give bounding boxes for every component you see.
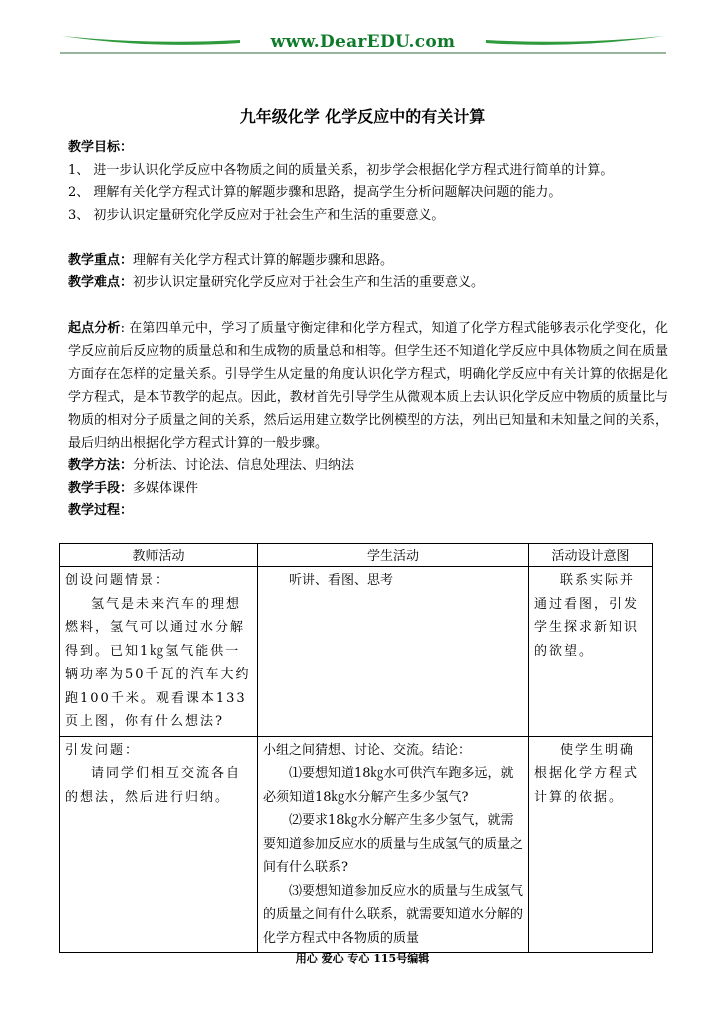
teaching-methods (68, 455, 668, 478)
analysis-text: : 在第四单元中，学习了质量守衡定律和化学方程式，知道了化学方程式能够表示化学变化，化学反应前后反应物的质量总和和生成物的质量总和相等。但学生还不知道化学反应中具体物质之间在质量方面存在怎样的定量关系。引导学生从定量的角度认识化学方程式，明确化学反应中有关计算的依据是化学方程式，是本节教学的起点。因此，教材首先引导学生从微观本质上去认识化学反应中物质的质量比与物质的相对分子质量之间的关系，然后运用建立数学比例模型的方法，列出已知量和未知量之间的关系，最后归纳出根据化学方程式计算的一般步骤。 (68, 321, 668, 451)
table-row (60, 567, 653, 737)
starting-point-analysis (68, 317, 668, 455)
table-row (60, 736, 653, 953)
lesson-plan-body (68, 137, 668, 523)
difficult-point (68, 272, 668, 295)
student-activity-cell (258, 567, 529, 737)
page-header (60, 26, 666, 56)
student-activity-text: 听讲、看图、思考 (289, 573, 394, 588)
student-activity-text: 小组之间猜想、讨论、交流。结论： (263, 742, 472, 758)
column-header: 活动设计意图 (529, 544, 653, 567)
means-text: 多媒体课件 (133, 480, 199, 496)
teacher-activity-cell (60, 567, 258, 737)
goals-heading: 教学目标： (68, 140, 134, 155)
key-point (68, 250, 668, 273)
page-footer: 用心 爱心 专心 115号编辑 (295, 952, 430, 965)
table-header-row (60, 544, 653, 567)
student-activity-text: ⑶要想知道参加反应水的质量与生成氢气的质量之间有什么联系，就需要知道水分解的化学方程式中各物质的质量 (263, 883, 524, 946)
design-intent-cell (529, 736, 653, 953)
student-activity-text: ⑴要想知道18㎏水可供汽车跑多远，就必须知道18㎏水分解产生多少氢气? (263, 766, 514, 805)
teacher-activity-text: 请同学们相互交流各自的想法，然后进行归纳。 (65, 766, 242, 805)
key-point-label: 教学重点： (68, 252, 134, 268)
difficult-point-text: 初步认识定量研究化学反应对于社会生产和生活的重要意义。 (133, 275, 485, 290)
site-logo-text[interactable]: www.DearEDU.com (270, 32, 456, 52)
design-intent-text: 使学生明确根据化学方程式计算的依据。 (534, 742, 640, 805)
design-intent-text: 联系实际并通过看图，引发学生探求新知识的欲望。 (534, 573, 640, 659)
key-point-text: 理解有关化学方程式计算的解题步骤和思路。 (133, 252, 394, 268)
design-intent-cell (529, 567, 653, 737)
goal-item: 3、 初步认识定量研究化学反应对于社会生产和生活的重要意义。 (68, 207, 445, 223)
process-heading: 教学过程： (68, 503, 134, 518)
methods-label: 教学方法： (68, 458, 134, 473)
page-title: 九年级化学 化学反应中的有关计算 (239, 107, 486, 126)
goal-item: 1、 进一步认识化学反应中各物质之间的质量关系，初步学会根据化学方程式进行简单的计算。 (68, 162, 614, 178)
teacher-activity-text: 氢气是未来汽车的理想燃料，氢气可以通过水分解得到。已知1㎏氢气能供一辆功率为50千瓦的汽车大约跑100千米。观看课本133页上图，你有什么想法? (65, 596, 251, 729)
teaching-means (68, 478, 668, 501)
teacher-activity-cell (60, 736, 258, 953)
difficult-point-label: 教学难点： (68, 275, 134, 290)
column-header: 学生活动 (258, 544, 529, 567)
goal-item: 2、 理解有关化学方程式计算的解题步骤和思路，提高学生分析问题解决问题的能力。 (68, 185, 562, 200)
teacher-activity-title: 引发问题： (65, 742, 141, 758)
student-activity-text: ⑵要求18㎏水分解产生多少氢气，就需要知道参加反应水的质量与生成氢气的质量之间有什么联系? (263, 813, 524, 875)
student-activity-cell (258, 736, 529, 953)
column-header: 教师活动 (60, 544, 258, 567)
methods-text: 分析法、讨论法、信息处理法、归纳法 (133, 458, 355, 473)
means-label: 教学手段： (68, 480, 134, 496)
teaching-process-table (59, 543, 653, 953)
analysis-label: 起点分析 (68, 321, 121, 336)
teacher-activity-title: 创设问题情景： (65, 573, 171, 588)
